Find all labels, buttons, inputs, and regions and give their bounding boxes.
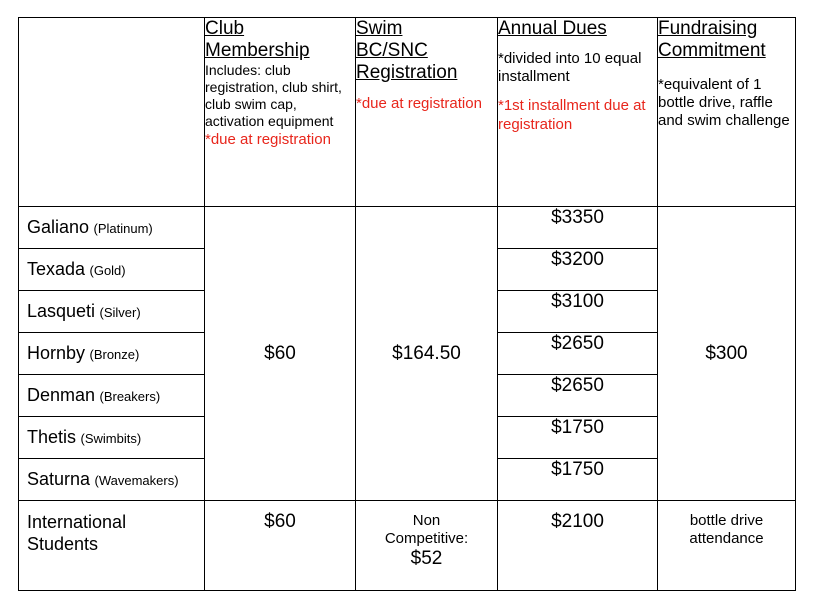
- tier-level: (Breakers): [99, 389, 161, 404]
- tier-dues-cell: [498, 459, 658, 501]
- tier-dues: $1750: [551, 417, 604, 438]
- international-row: [19, 501, 796, 591]
- international-fundraising-1: bottle drive: [689, 512, 764, 529]
- tier-name-cell: [19, 459, 205, 501]
- tier-name-cell: [19, 333, 205, 375]
- swim-registration-shared-cell: [356, 207, 498, 501]
- header-fundraising: [658, 18, 796, 207]
- fundraising-amount: $300: [705, 342, 748, 364]
- international-name-2: Students: [27, 534, 99, 554]
- international-swim-note-1: Non: [412, 512, 441, 529]
- tier-name-cell: [19, 291, 205, 333]
- swim-registration-title-1: Swim: [356, 18, 403, 39]
- international-swim-cell: [356, 501, 498, 591]
- tier-row-galiano: [19, 207, 796, 249]
- club-membership-shared-cell: [205, 207, 356, 501]
- tier-dues-cell: [498, 291, 658, 333]
- swim-registration-amount: $164.50: [392, 342, 461, 364]
- swim-registration-title-2: BC/SNC: [356, 40, 428, 61]
- tier-dues: $2650: [551, 333, 604, 354]
- club-membership-amount: $60: [264, 342, 296, 364]
- tier-level: (Gold): [89, 263, 126, 278]
- tier-name: Saturna: [27, 469, 91, 489]
- tier-level: (Bronze): [89, 347, 140, 362]
- tier-name: Denman: [27, 385, 96, 405]
- international-dues-cell: [498, 501, 658, 591]
- tier-name: Lasqueti: [27, 301, 96, 321]
- header-empty-cell: [19, 18, 205, 207]
- fundraising-title-1: Fundraising: [658, 18, 758, 39]
- tier-name: Galiano: [27, 217, 90, 237]
- annual-dues-red-note: *1st installment due at registration: [498, 97, 646, 133]
- international-swim-note-2: Competitive:: [384, 530, 469, 547]
- tier-dues: $3200: [551, 249, 604, 270]
- tier-dues-cell: [498, 375, 658, 417]
- club-membership-red-note: *due at registration: [205, 131, 331, 148]
- club-membership-title-2: Membership: [205, 40, 310, 61]
- club-membership-note: Includes: club registration, club shirt, club swim cap, activation equipment: [205, 62, 342, 129]
- fundraising-note: *equivalent of 1 bottle drive, raffle and swim challenge: [658, 76, 790, 129]
- international-dues: $2100: [551, 511, 604, 532]
- international-name-cell: [19, 501, 205, 591]
- international-name-1: International: [27, 512, 127, 532]
- tier-name: Hornby: [27, 343, 86, 363]
- tier-level: (Silver): [99, 305, 141, 320]
- fundraising-title-2: Commitment: [658, 40, 766, 61]
- annual-dues-note: *divided into 10 equal installment: [498, 50, 642, 85]
- international-club-membership: $60: [264, 511, 296, 532]
- swim-registration-title-3: Registration: [356, 62, 458, 83]
- tier-level: (Swimbits): [80, 431, 142, 446]
- tier-name: Texada: [27, 259, 86, 279]
- tier-level: (Wavemakers): [94, 473, 179, 488]
- tier-name-cell: [19, 207, 205, 249]
- international-swim-amount: $52: [410, 548, 443, 569]
- tier-dues: $2650: [551, 375, 604, 396]
- header-row: [19, 18, 796, 207]
- international-club-membership-cell: [205, 501, 356, 591]
- tier-dues: $3100: [551, 291, 604, 312]
- swim-registration-red-note: *due at registration: [356, 95, 482, 112]
- tier-dues-cell: [498, 249, 658, 291]
- tier-dues: $1750: [551, 459, 604, 480]
- annual-dues-title: Annual Dues: [498, 18, 607, 39]
- header-club-membership: [205, 18, 356, 207]
- tier-name: Thetis: [27, 427, 77, 447]
- tier-dues-cell: [498, 417, 658, 459]
- tier-name-cell: [19, 249, 205, 291]
- tier-level: (Platinum): [93, 221, 153, 236]
- tier-dues-cell: [498, 207, 658, 249]
- international-fundraising-2: attendance: [689, 530, 764, 547]
- header-annual-dues: [498, 18, 658, 207]
- header-swim-registration: [356, 18, 498, 207]
- fundraising-shared-cell: [658, 207, 796, 501]
- tier-dues-cell: [498, 333, 658, 375]
- tier-dues: $3350: [551, 207, 604, 228]
- club-membership-title-1: Club: [205, 18, 245, 39]
- international-fundraising-cell: [658, 501, 796, 591]
- tier-name-cell: [19, 417, 205, 459]
- tier-name-cell: [19, 375, 205, 417]
- fees-table: [18, 17, 796, 591]
